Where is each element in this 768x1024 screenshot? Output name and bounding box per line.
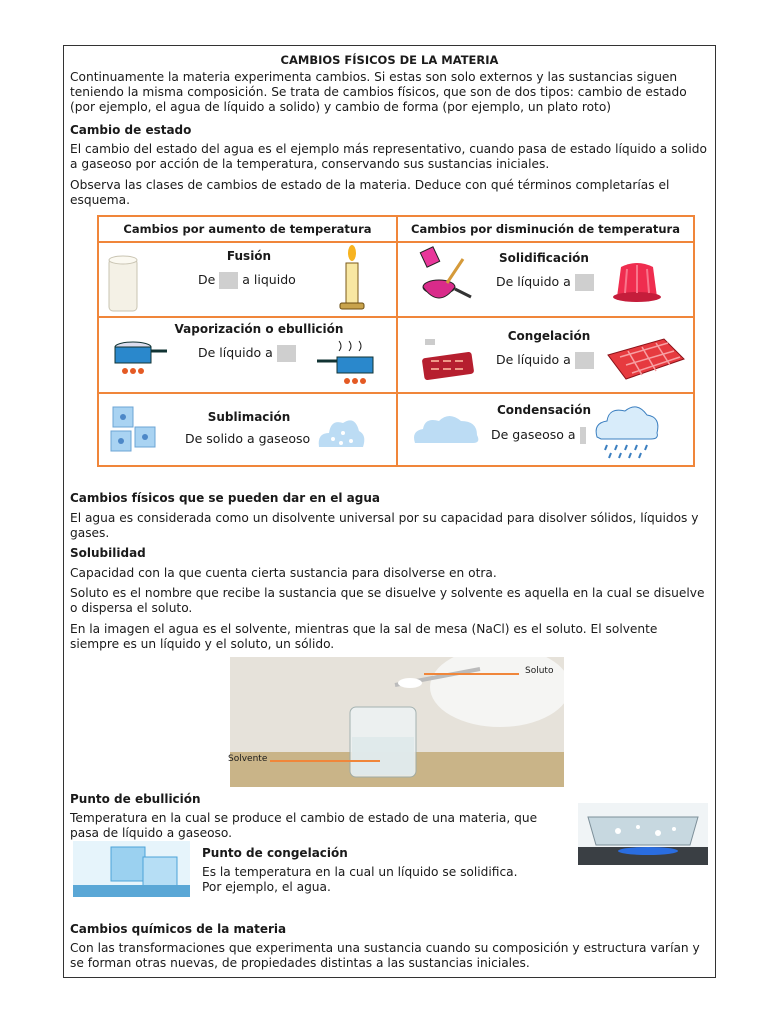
paragraph-cambio-estado: El cambio del estado del agua es el ejemplo más representativo, cuando pasa de estado líquido a solido a gaseoso por acción de la temperatura, conservando sus sustancias iniciales. <box>70 142 707 171</box>
blank-box <box>580 427 586 444</box>
blank-box <box>219 272 238 289</box>
jelly-mold-icon <box>611 259 663 303</box>
solidificacion-title: Solidificación <box>499 251 589 265</box>
paragraph-solubilidad-3: En la imagen el agua es el solvente, mientras que la sal de mesa (NaCl) es el soluto. El solvente siempre es un líquido y el soluto, un sólido. <box>70 622 658 651</box>
ice-tray-icon <box>604 335 686 383</box>
paragraph-congelacion: Es la temperatura en la cual un líquido se solidifica. Por ejemplo, el agua. <box>202 865 518 894</box>
heading-solubilidad: Solubilidad <box>70 546 146 560</box>
beaker-photo-illustration <box>230 657 564 787</box>
ice-cubes-icon <box>109 405 159 457</box>
ice-cube-photo <box>73 841 190 897</box>
paragraph-ebullicion: Temperatura en la cual se produce el cambio de estado de una materia, que pasa de líquido a gaseoso. <box>70 811 538 840</box>
worksheet-page <box>63 45 716 978</box>
soluto-label: Soluto <box>525 666 554 676</box>
sublimacion-title: Sublimación <box>207 410 291 424</box>
soluto-pointer <box>424 673 519 675</box>
pot-on-burner-icon <box>107 335 169 387</box>
congelacion-text: De líquido a <box>496 352 594 369</box>
heading-quimicos: Cambios químicos de la materia <box>70 922 287 936</box>
fusion-title: Fusión <box>226 249 272 263</box>
solute-solvent-photo <box>230 657 564 787</box>
blank-box <box>575 352 594 369</box>
states-table <box>97 215 695 467</box>
condensacion-text: De gaseoso a <box>491 427 586 444</box>
heading-agua: Cambios físicos que se pueden dar en el agua <box>70 491 380 505</box>
sublimacion-text: De solido a gaseoso <box>185 431 311 446</box>
condensacion-title: Condensación <box>496 403 592 417</box>
cloud-icon <box>411 409 483 449</box>
congelacion-title: Congelación <box>507 329 591 343</box>
solvente-pointer <box>270 760 380 762</box>
boiling-pot-icon <box>309 339 371 391</box>
rain-cloud-icon <box>591 401 663 463</box>
candle-block-icon <box>107 253 139 313</box>
blank-box <box>277 345 296 362</box>
blank-box <box>575 274 594 291</box>
vaporizacion-text: De líquido a <box>198 345 296 362</box>
heading-ebullicion: Punto de ebullición <box>70 792 201 806</box>
fusion-text: De a liquido <box>198 272 296 287</box>
vapor-cloud-icon <box>315 407 367 455</box>
paragraph-solubilidad-1: Capacidad con la que cuenta cierta sustancia para disolverse en otra. <box>70 566 497 580</box>
paragraph-agua: El agua es considerada como un disolvente universal por su capacidad para disolver sólidos, líquidos y gases. <box>70 511 699 540</box>
page-title: CAMBIOS FÍSICOS DE LA MATERIA <box>280 53 499 67</box>
header-aumento: Cambios por aumento de temperatura <box>123 222 372 236</box>
heading-cambio-estado: Cambio de estado <box>70 123 192 137</box>
solvente-label: Solvente <box>228 754 268 764</box>
paragraph-solubilidad-2: Soluto es el nombre que recibe la sustancia que se disuelve y solvente es aquella en la cual se disuelve o dispersa el soluto. <box>70 586 705 615</box>
ice-tray-small-icon <box>419 335 477 385</box>
heading-congelacion: Punto de congelación <box>202 846 348 860</box>
intro-paragraph: Continuamente la materia experimenta cambios. Si estas son solo externos y las sustancias siguen teniendo la misma composición. Se trata de cambios físicos, que son de dos tipos: cambio de estado (por ejemplo, el agua de líquido a solido) y cambio de forma (por ejemplo, un plato roto) <box>70 70 687 114</box>
vaporizacion-title: Vaporización o ebullición <box>174 322 344 336</box>
lit-candle-icon <box>337 245 367 313</box>
paragraph-quimicos: Con las transformaciones que experimenta una sustancia cuando su composición y estructura varían y se forman otras nuevas, de propiedades distintas a las sustancias iniciales. <box>70 941 700 970</box>
solidificacion-text: De líquido a <box>496 274 594 291</box>
pot-pour-icon <box>417 247 473 307</box>
header-disminucion: Cambios por disminución de temperatura <box>411 222 680 236</box>
paragraph-observa: Observa las clases de cambios de estado de la materia. Deduce con qué términos completarías el esquema. <box>70 178 670 207</box>
